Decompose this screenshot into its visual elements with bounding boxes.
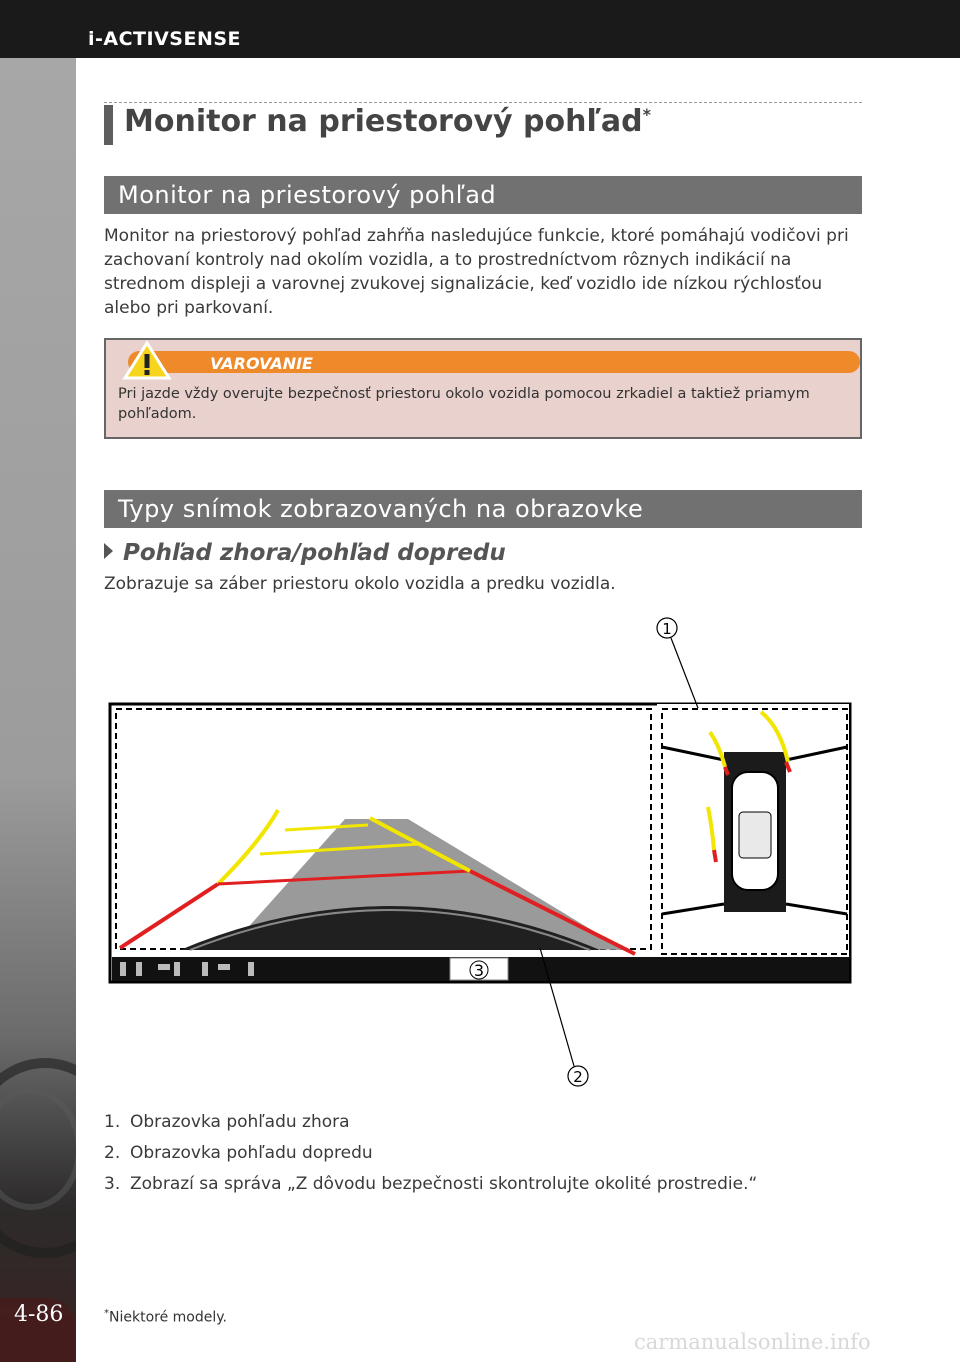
title-accent-bar xyxy=(104,105,113,145)
legend-item: 2. Obrazovka pohľadu dopredu xyxy=(104,1143,373,1163)
subheading: Pohľad zhora/pohľad dopredu xyxy=(104,540,506,566)
callout-1-leader xyxy=(671,638,698,708)
legend-item: 3. Zobrazí sa správa „Z dôvodu bezpečnosti skontrolujte okolité prostredie.“ xyxy=(104,1174,758,1194)
watermark: carmanualsonline.info xyxy=(634,1330,871,1354)
warning-text: Pri jazde vždy overujte bezpečnosť priestoru okolo vozidla pomocou zrkadiel a taktiež priamym pohľadom. xyxy=(118,386,810,422)
header-bar xyxy=(0,0,960,58)
warning-label: VAROVANIE xyxy=(210,354,313,373)
steering-hub-graphic xyxy=(0,1088,76,1210)
camera-view-diagram xyxy=(100,612,860,1092)
subheading-description: Zobrazuje sa záber priestoru okolo vozidla a predku vozidla. xyxy=(104,574,616,594)
callout-2: 2 xyxy=(573,1068,583,1086)
warning-box xyxy=(104,338,862,439)
title-divider xyxy=(104,102,862,103)
warning-icon xyxy=(122,340,172,380)
chevron-right-icon xyxy=(104,543,113,559)
legend-list xyxy=(104,1108,757,1201)
callout-1: 1 xyxy=(662,620,672,638)
callout-3: 3 xyxy=(473,961,485,980)
section-heading-screen-types: Typy snímok zobrazovaných na obrazovke xyxy=(104,490,862,528)
side-photo-strip xyxy=(0,58,76,1362)
footnote: *Niektoré modely. xyxy=(104,1308,227,1326)
page-title: Monitor na priestorový pohľad* xyxy=(124,104,651,139)
intro-paragraph: Monitor na priestorový pohľad zahŕňa nasledujúce funkcie, ktoré pomáhajú vodičovi pri zachovaní kontroly nad okolím vozidla, a to prostredníctvom rôznych indikácií na strednom displeji a varovnej zvukovej signalizácie, keď vozidlo ide nízkou rýchlosťou alebo pri parkovaní. xyxy=(104,226,849,318)
section-heading-overview: Monitor na priestorový pohľad xyxy=(104,176,862,214)
page-number: 4-86 xyxy=(14,1302,64,1327)
legend-item: 1. Obrazovka pohľadu zhora xyxy=(104,1112,350,1132)
section-label: i-ACTIVSENSE xyxy=(88,28,242,50)
title-asterisk: * xyxy=(642,105,651,124)
